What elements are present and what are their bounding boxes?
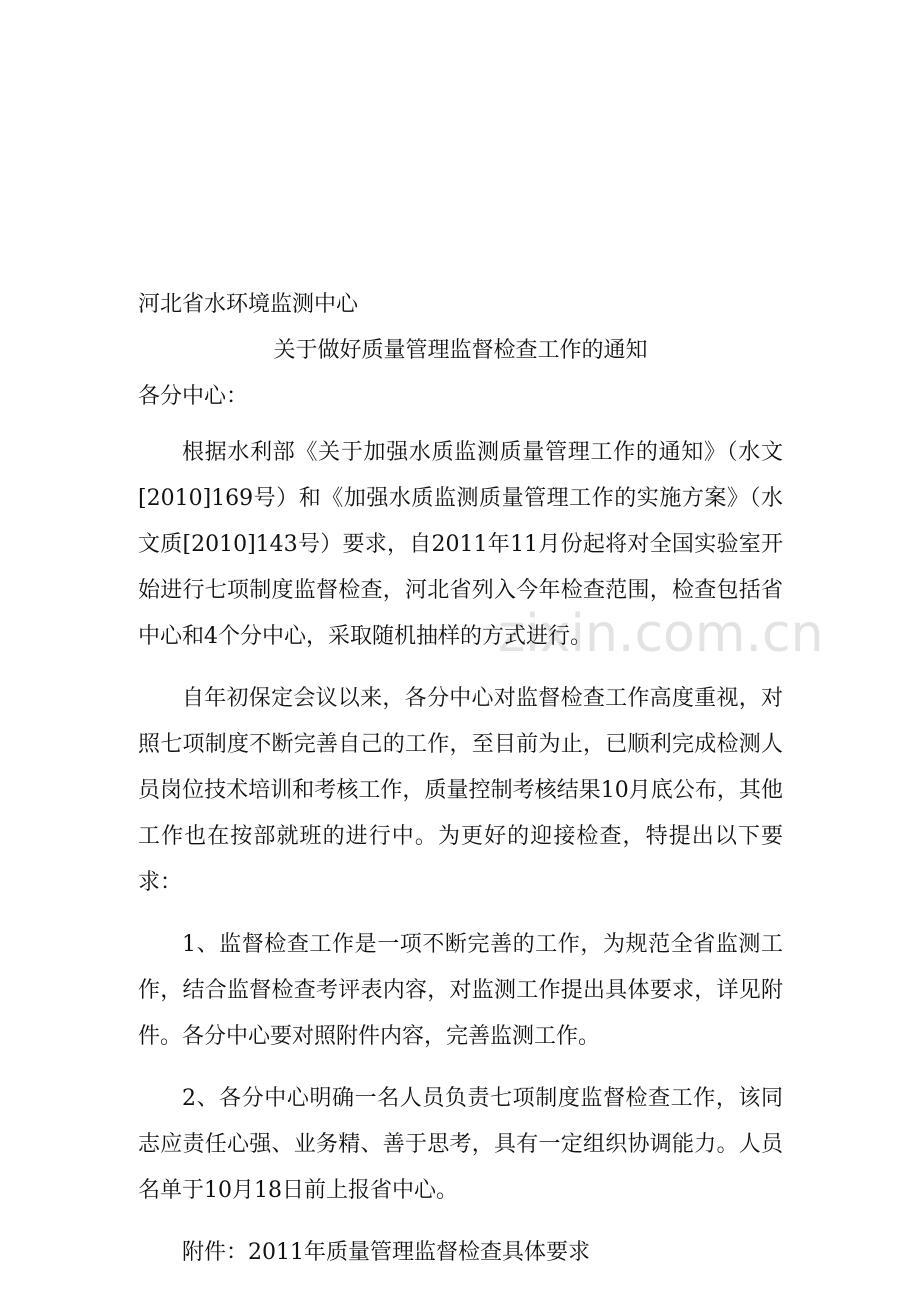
attachment-line: 附件：2011年质量管理监督检查具体要求 <box>182 1240 590 1265</box>
document-title: 关于做好质量管理监督检查工作的通知 <box>273 338 648 363</box>
document-body <box>138 282 783 1276</box>
paragraph-progress: 自年初保定会议以来，各分中心对监督检查工作高度重视，对照七项制度不断完善自己的工作，至目前为止，已顺利完成检测人员岗位技术培训和考核工作，质量控制考核结果10月底公布，其他工作也在按部就班的进行中。为更好的迎接检查，特提出以下要求： <box>138 686 783 895</box>
watermark-text: zixin.com.cn <box>498 604 824 664</box>
salutation: 各分中心： <box>138 384 249 409</box>
paragraph-requirement-1: 1、监督检查工作是一项不断完善的工作，为规范全省监测工作，结合监督检查考评表内容，对监测工作提出具体要求，详见附件。各分中心要对照附件内容，完善监测工作。 <box>138 932 783 1049</box>
issuing-organization: 河北省水环境监测中心 <box>138 292 359 317</box>
paragraph-requirement-2: 2、各分中心明确一名人员负责七项制度监督检查工作，该同志应责任心强、业务精、善于思考，具有一定组织协调能力。人员名单于10月18日前上报省中心。 <box>138 1086 783 1203</box>
paragraph-background: 根据水利部《关于加强水质监测质量管理工作的通知》（水文[2010]169号）和《加强水质监测质量管理工作的实施方案》（水文质[2010]143号）要求，自2011年11月份起将对全国实验室开始进行七项制度监督检查，河北省列入今年检查范围，检查包括省中心和4个分中心，采取随机抽样的方式进行。 <box>138 440 783 649</box>
